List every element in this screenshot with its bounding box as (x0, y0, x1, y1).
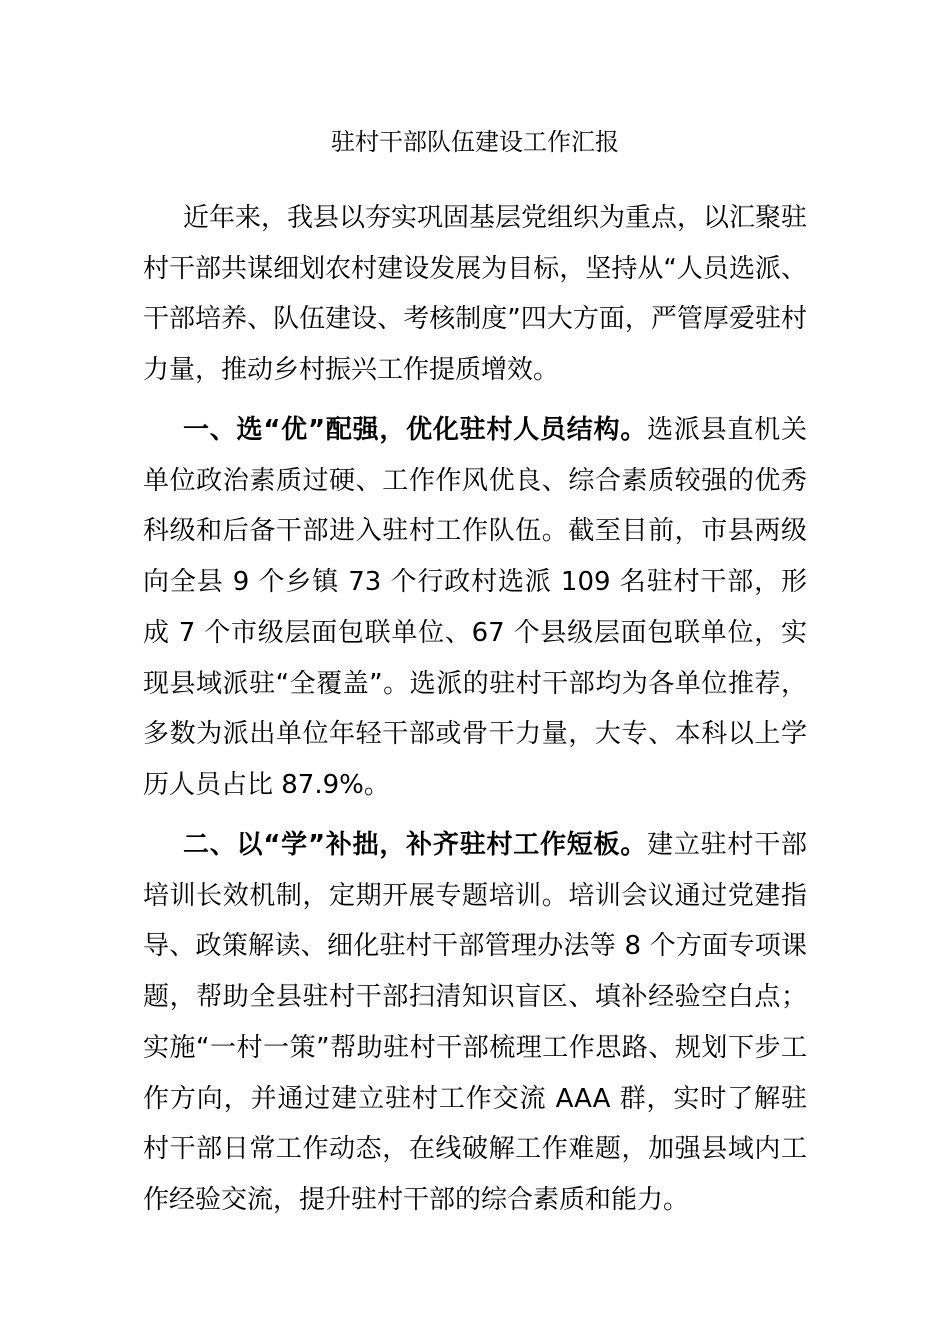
section-heading-1: 一、选“优”配强，优化驻村人员结构。 (183, 415, 648, 445)
section-body-1: 选派县直机关单位政治素质过硬、工作作风优良、综合素质较强的优秀科级和后备干部进入驻村工作队伍。截至目前，市县两级向全县 9 个乡镇 73 个行政村选派 109 名驻村干部，形成 7 个市级层面包联单位、67 个县级层面包联单位，实现县域派驻“全覆盖”。选派的驻村干部均为各单位推荐，多数为派出单位年轻干部或骨干力量，大专、本科以上学历人员占比 87.9%。 (143, 415, 807, 800)
document-title: 驻村干部队伍建设工作汇报 (331, 128, 619, 156)
section-body-2: 建立驻村干部培训长效机制，定期开展专题培训。培训会议通过党建指导、政策解读、细化驻村干部管理办法等 8 个方面专项课题，帮助全县驻村干部扫清知识盲区、填补经验空白点；实施“一村一策”帮助驻村干部梳理工作思路、规划下步工作方向，并通过建立驻村工作交流 AAA 群，实时了解驻村干部日常工作动态，在线破解工作难题，加强县域内工作经验交流，提升驻村干部的综合素质和能力。 (143, 830, 807, 1215)
section-paragraph-1 (143, 405, 807, 811)
section-paragraph-2 (143, 820, 807, 1226)
intro-paragraph: 近年来，我县以夯实巩固基层党组织为重点，以汇聚驻村干部共谋细划农村建设发展为目标，坚持从“人员选派、干部培养、队伍建设、考核制度”四大方面，严管厚爱驻村力量，推动乡村振兴工作提质增效。 (143, 203, 808, 386)
section-heading-2: 二、以“学”补拙，补齐驻村工作短板。 (183, 830, 648, 860)
